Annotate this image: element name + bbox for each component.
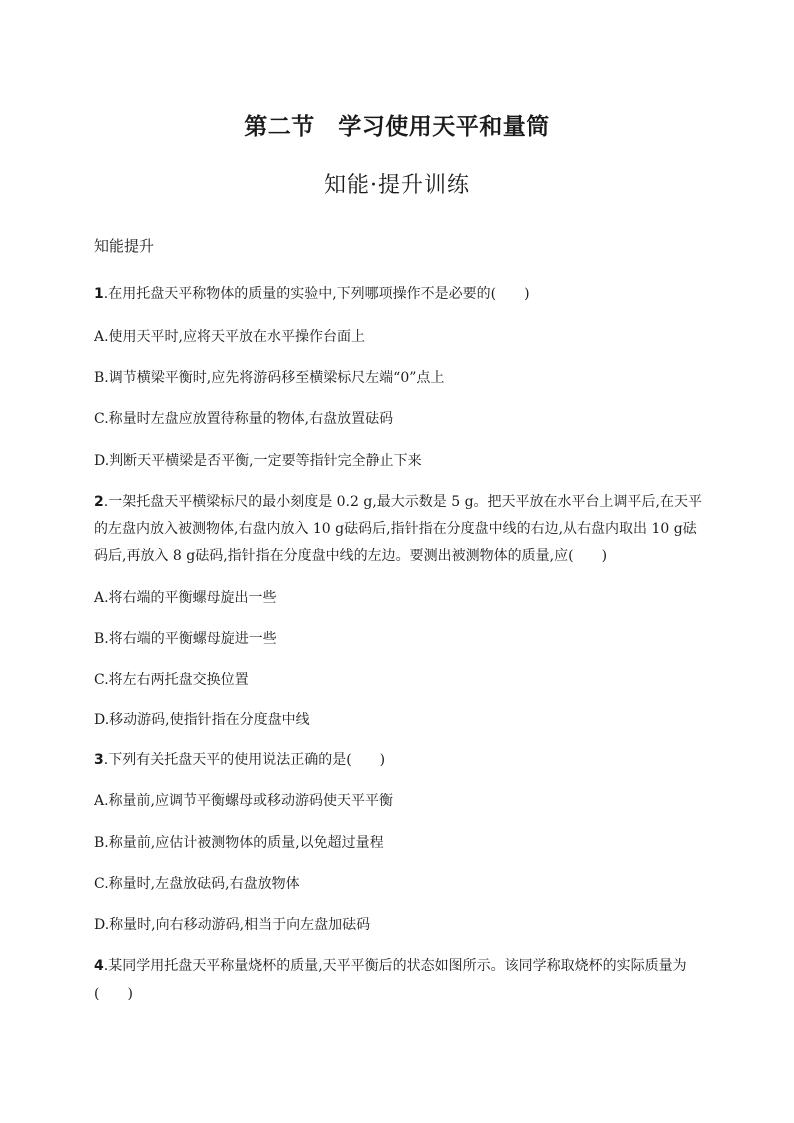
question-2-option-b: B.将右端的平衡螺母旋进一些 (94, 631, 277, 647)
page-title: 第二节 学习使用天平和量筒 (244, 114, 550, 140)
question-2-option-c: C.将左右两托盘交换位置 (94, 672, 249, 688)
question-2-stem-line-2: 的左盘内放入被测物体,右盘内放入 10 g砝码后,指针指在分度盘中线的右边,从右盘内取出 10 g砝 (94, 521, 697, 537)
question-1-option-c: C.称量时左盘应放置待称量的物体,右盘放置砝码 (94, 411, 394, 427)
question-4-stem-line-1 (94, 955, 704, 975)
question-4-stem-line-2: ( ) (94, 986, 133, 1002)
question-1-stem (94, 283, 704, 303)
question-3-stem (94, 749, 704, 769)
question-2-option-a: A.将右端的平衡螺母旋出一些 (94, 590, 277, 606)
question-1-option-d: D.判断天平横梁是否平衡,一定要等指针完全静止下来 (94, 453, 422, 469)
question-1-option-a: A.使用天平时,应将天平放在水平操作台面上 (94, 329, 366, 345)
question-3-option-c: C.称量时,左盘放砝码,右盘放物体 (94, 876, 300, 892)
question-1-option-b: B.调节横梁平衡时,应先将游码移至横梁标尺左端“0”点上 (94, 370, 445, 386)
section-heading: 知能提升 (94, 237, 155, 255)
question-2-option-d: D.移动游码,使指针指在分度盘中线 (94, 712, 310, 728)
question-number: 3 (94, 752, 104, 768)
question-number: 1 (94, 286, 104, 302)
question-text: .某同学用托盘天平称量烧杯的质量,天平平衡后的状态如图所示。该同学称取烧杯的实际质量为 (103, 958, 687, 974)
question-text: .一架托盘天平横梁标尺的最小刻度是 0.2 g,最大示数是 5 g。把天平放在水平台上调平后,在天平 (103, 494, 702, 510)
question-number: 4 (94, 958, 104, 974)
question-text: .下列有关托盘天平的使用说法正确的是( ) (103, 752, 386, 768)
page-subtitle: 知能·提升训练 (324, 173, 470, 198)
question-3-option-d: D.称量时,向右移动游码,相当于向左盘加砝码 (94, 917, 371, 933)
question-text: .在用托盘天平称物体的质量的实验中,下列哪项操作不是必要的( ) (103, 286, 530, 302)
question-2-stem-line-1 (94, 491, 704, 511)
question-2-stem-line-3: 码后,再放入 8 g砝码,指针指在分度盘中线的左边。要测出被测物体的质量,应( ) (94, 548, 608, 564)
question-3-option-a: A.称量前,应调节平衡螺母或移动游码使天平平衡 (94, 793, 394, 809)
question-3-option-b: B.称量前,应估计被测物体的质量,以免超过量程 (94, 835, 384, 851)
question-number: 2 (94, 494, 104, 510)
